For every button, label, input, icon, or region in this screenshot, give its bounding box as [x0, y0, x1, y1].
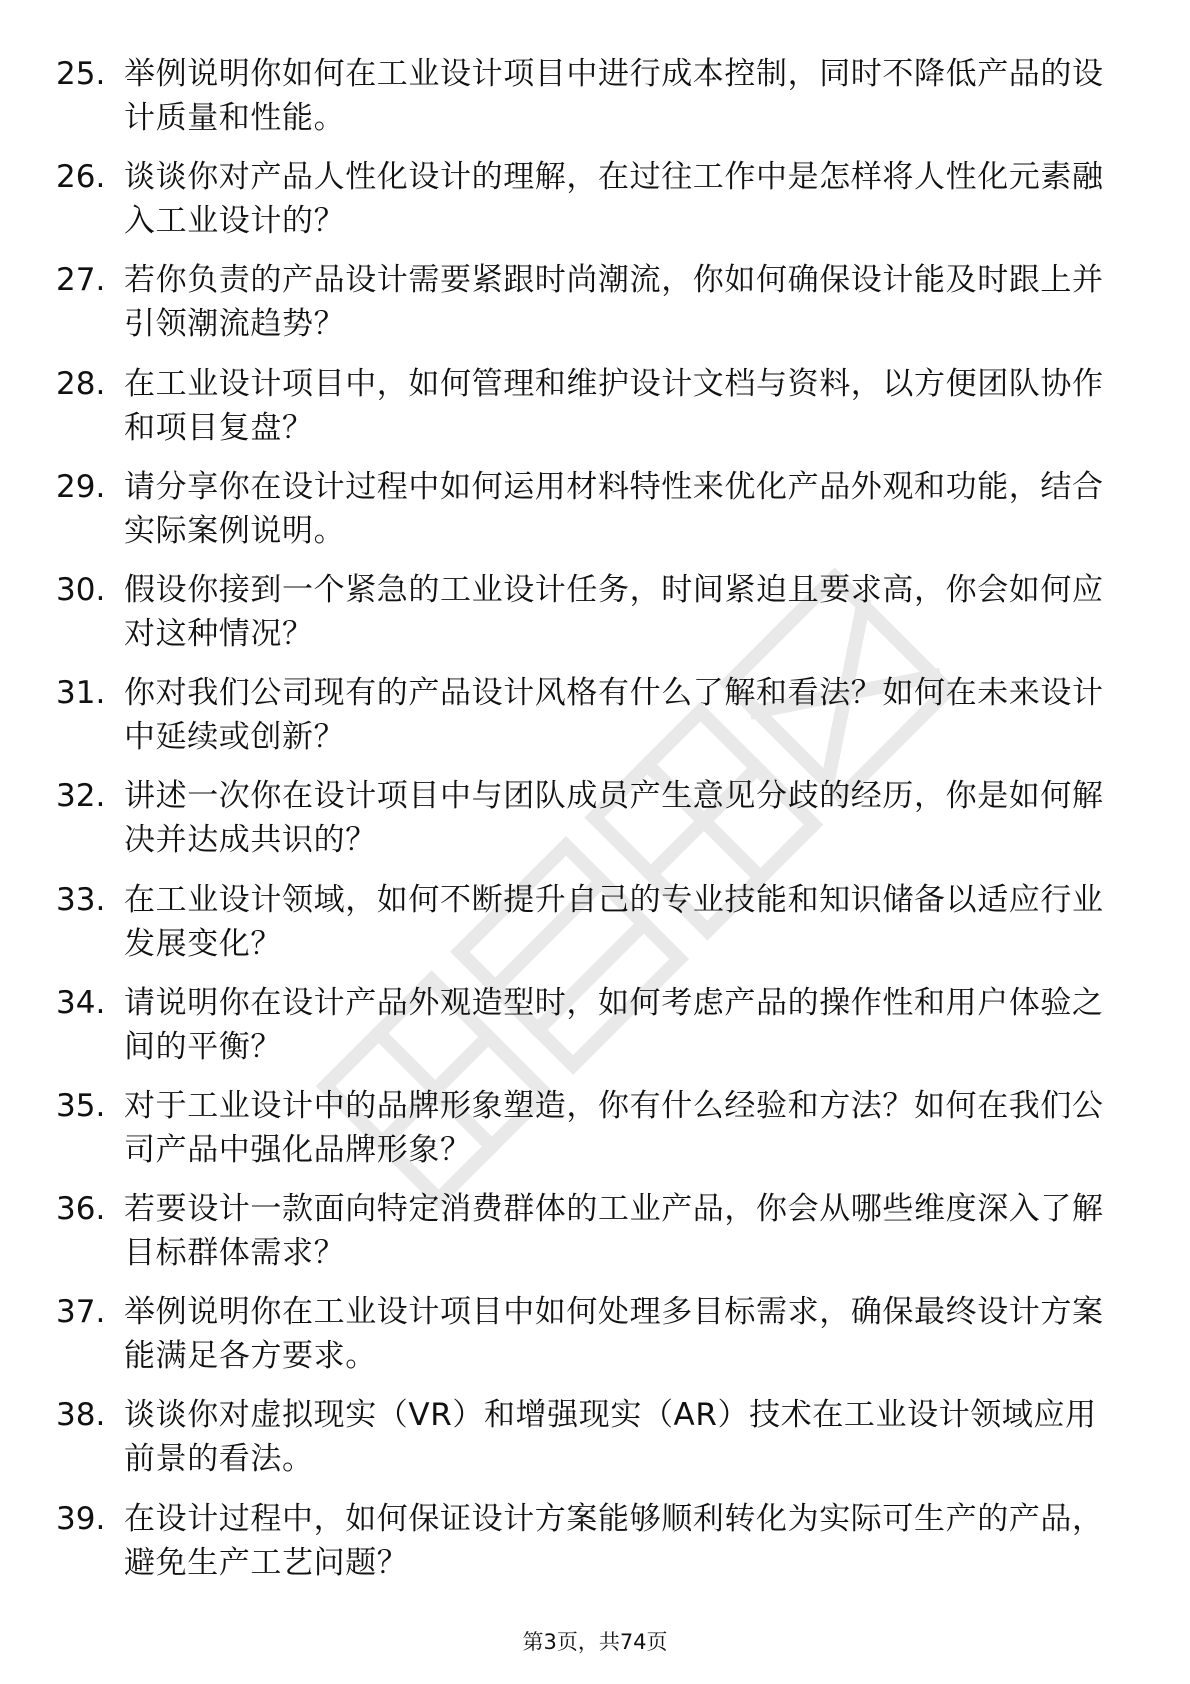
question-text: 在工业设计领域，如何不断提升自己的专业技能和知识储备以适应行业发展变化？ [124, 881, 1104, 962]
question-item [56, 878, 1116, 981]
question-item [56, 1290, 1116, 1393]
question-text: 举例说明你如何在工业设计项目中进行成本控制，同时不降低产品的设计质量和性能。 [124, 56, 1104, 136]
page-footer [0, 1628, 1190, 1656]
page-number-label: 第3页，共74页 [522, 1630, 668, 1654]
question-text: 谈谈你对虚拟现实（VR）和增强现实（AR）技术在工业设计领域应用前景的看法。 [124, 1397, 1097, 1478]
question-list [56, 52, 1116, 1600]
question-number: 25. [56, 56, 106, 92]
question-item [56, 1497, 1116, 1600]
question-item [56, 258, 1116, 361]
question-text: 谈谈你对产品人性化设计的理解，在过往工作中是怎样将人性化元素融入工业设计的？ [124, 159, 1104, 240]
question-text: 讲述一次你在设计项目中与团队成员产生意见分歧的经历，你是如何解决并达成共识的？ [124, 778, 1104, 859]
question-number: 39. [56, 1500, 106, 1537]
question-item [56, 362, 1116, 465]
question-text: 请分享你在设计过程中如何运用材料特性来优化产品外观和功能，结合实际案例说明。 [124, 468, 1104, 549]
question-item [56, 465, 1116, 568]
question-number: 33. [56, 881, 106, 918]
question-item [56, 155, 1116, 258]
question-text: 对于工业设计中的品牌形象塑造，你有什么经验和方法？如何在我们公司产品中强化品牌形象？ [124, 1087, 1104, 1168]
question-text: 若你负责的产品设计需要紧跟时尚潮流，你如何确保设计能及时跟上并引领潮流趋势？ [124, 262, 1104, 343]
question-text: 在工业设计项目中，如何管理和维护设计文档与资料，以方便团队协作和项目复盘？ [124, 365, 1104, 446]
question-item [56, 1393, 1116, 1496]
question-number: 31. [56, 675, 106, 712]
question-item [56, 981, 1116, 1084]
question-text: 若要设计一款面向特定消费群体的工业产品，你会从哪些维度深入了解目标群体需求？ [124, 1191, 1104, 1272]
question-item [56, 52, 1116, 155]
question-item [56, 568, 1116, 671]
question-number: 29. [56, 468, 106, 505]
question-number: 27. [56, 262, 106, 299]
question-number: 37. [56, 1294, 106, 1331]
question-item [56, 1084, 1116, 1187]
question-number: 26. [56, 159, 106, 196]
question-number: 32. [56, 778, 106, 815]
question-number: 28. [56, 365, 106, 402]
question-number: 36. [56, 1191, 106, 1228]
question-text: 你对我们公司现有的产品设计风格有什么了解和看法？如何在未来设计中延续或创新？ [124, 675, 1104, 756]
question-text: 请说明你在设计产品外观造型时，如何考虑产品的操作性和用户体验之间的平衡？ [124, 984, 1104, 1065]
question-number: 30. [56, 571, 106, 608]
question-number: 35. [56, 1087, 106, 1124]
question-item [56, 1187, 1116, 1290]
question-item [56, 671, 1116, 774]
question-text: 举例说明你在工业设计项目中如何处理多目标需求，确保最终设计方案能满足各方要求。 [124, 1294, 1104, 1375]
question-text: 在设计过程中，如何保证设计方案能够顺利转化为实际可生产的产品，避免生产工艺问题？ [124, 1500, 1104, 1581]
question-number: 38. [56, 1397, 106, 1434]
question-number: 34. [56, 984, 106, 1021]
question-text: 假设你接到一个紧急的工业设计任务，时间紧迫且要求高，你会如何应对这种情况？ [124, 571, 1104, 652]
question-item [56, 774, 1116, 877]
